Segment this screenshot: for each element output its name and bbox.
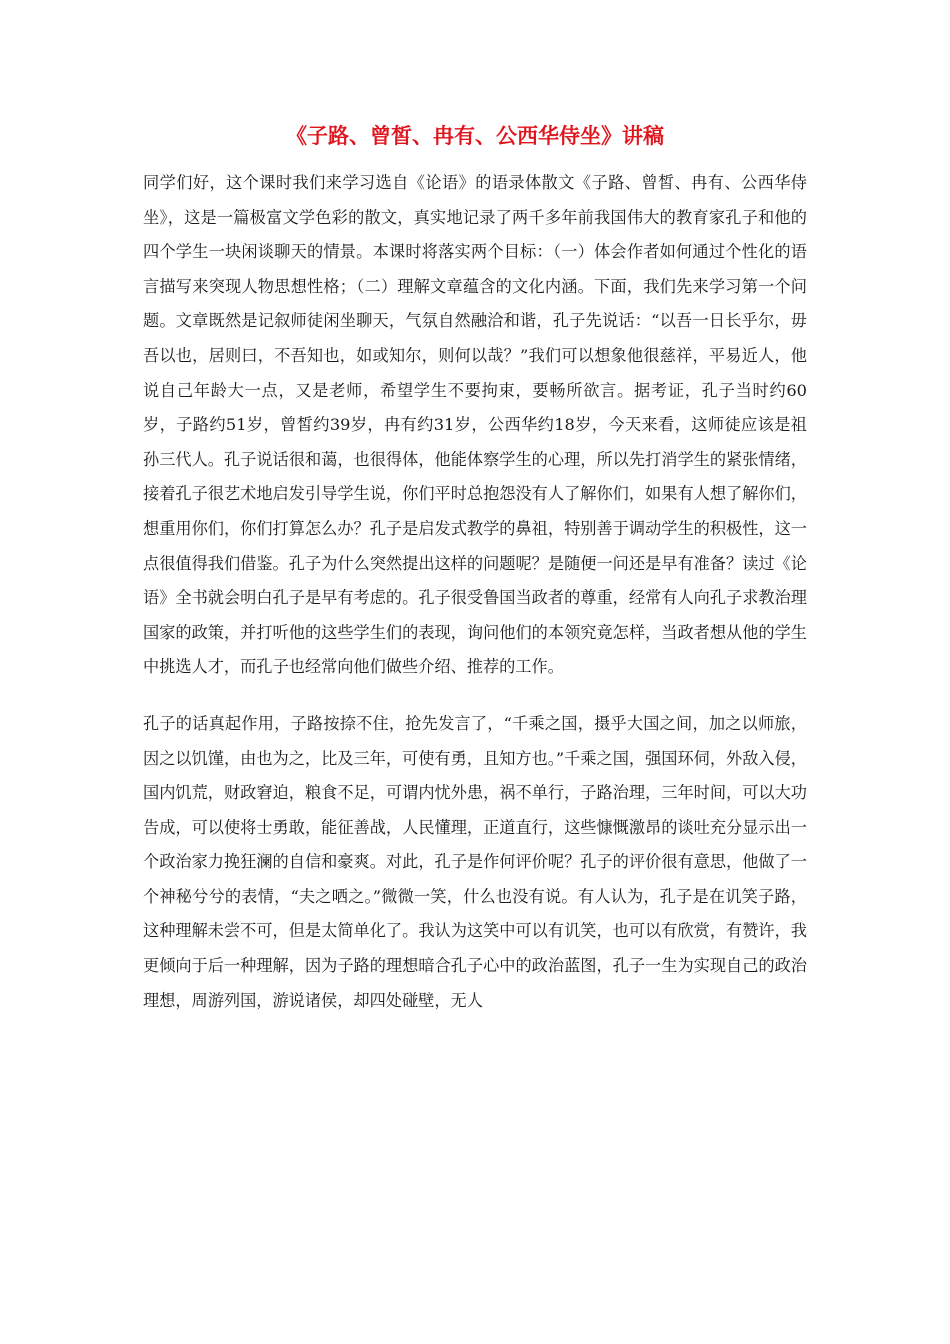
document-title: 《子路、曾皙、冉有、公西华侍坐》讲稿 [286,123,664,148]
document-page [143,118,807,1018]
paragraph-gap [143,685,807,707]
paragraph-2: 孔子的话真起作用，子路按捺不住，抢先发言了，“千乘之国，摄乎大国之间，加之以师旅，因之以饥馑，由也为之，比及三年，可使有勇，且知方也。”千乘之国，强国环伺，外敌入侵，国内饥荒，财政窘迫，粮食不足，可谓内忧外患，祸不单行，子路治理，三年时间，可以大功告成，可以使将士勇敢，能征善战，人民懂理，正道直行，这些慷慨激昂的谈吐充分显示出一个政治家力挽狂澜的自信和豪爽。对此，孔子是作何评价呢？孔子的评价很有意思，他做了一个神秘兮兮的表情，“夫之哂之。”微微一笑，什么也没有说。有人认为，孔子是在讥笑子路，这种理解未尝不可，但是太简单化了。我认为这笑中可以有讥笑，也可以有欣赏，有赞许，我更倾向于后一种理解，因为子路的理想暗合孔子心中的政治蓝图，孔子一生为实现自己的政治理想，周游列国，游说诸侯，却四处碰壁，无人 [143,713,807,1010]
paragraph-1: 同学们好，这个课时我们来学习选自《论语》的语录体散文《子路、曾皙、冉有、公西华侍坐》，这是一篇极富文学色彩的散文，真实地记录了两千多年前我国伟大的教育家孔子和他的四个学生一块闲谈聊天的情景。本课时将落实两个目标：（一）体会作者如何通过个性化的语言描写来突现人物思想性格；（二）理解文章蕴含的文化内涵。下面，我们先来学习第一个问题。文章既然是记叙师徒闲坐聊天，气氛自然融洽和谐，孔子先说话：“以吾一日长乎尔，毋吾以也，居则曰，不吾知也，如或知尔，则何以哉？”我们可以想象他很慈祥，平易近人，他说自己年龄大一点，又是老师，希望学生不要拘束，要畅所欲言。据考证，孔子当时约60岁，子路约51岁，曾皙约39岁，冉有约31岁，公西华约18岁，今天来看，这师徒应该是祖孙三代人。孔子说话很和蔼，也很得体，他能体察学生的心理，所以先打消学生的紧张情绪，接着孔子很艺术地启发引导学生说，你们平时总抱怨没有人了解你们，如果有人想了解你们，想重用你们，你们打算怎么办？孔子是启发式教学的鼻祖，特别善于调动学生的积极性，这一点很值得我们借鉴。孔子为什么突然提出这样的问题呢？是随便一问还是早有准备？读过《论语》全书就会明白孔子是早有考虑的。孔子很受鲁国当政者的尊重，经常有人向孔子求教治理国家的政策，并打听他的这些学生们的表现，询问他们的本领究竟怎样，当政者想从他的学生中挑选人才，而孔子也经常向他们做些介绍、推荐的工作。 [143,173,807,677]
